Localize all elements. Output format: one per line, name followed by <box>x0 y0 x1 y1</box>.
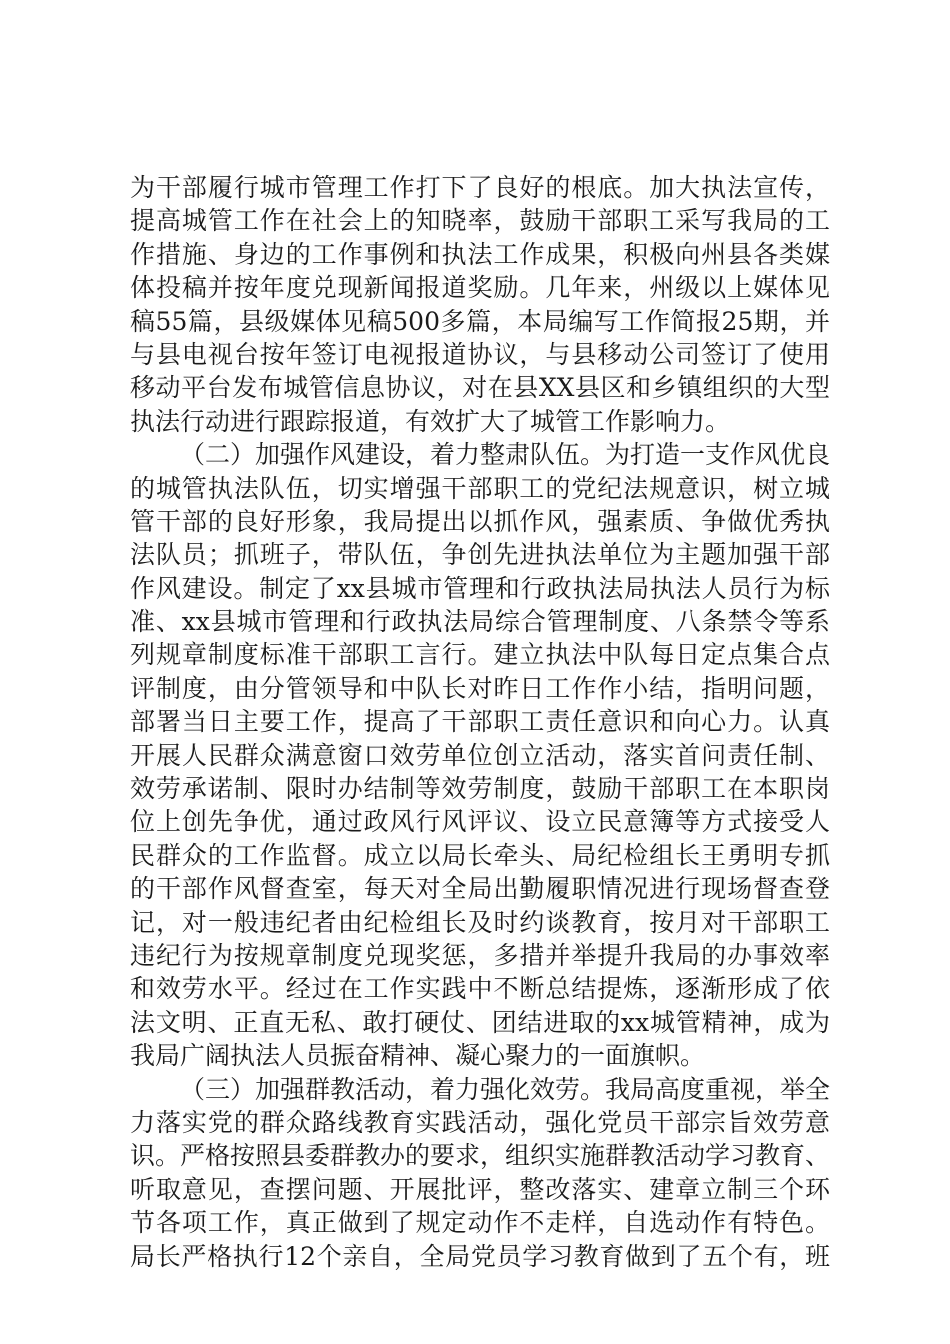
paragraph-2-line: 法文明、正直无私、敢打硬仗、团结进取的xx城管精神，成为 <box>130 1007 830 1037</box>
paragraph-2-line: 管干部的良好形象，我局提出以抓作风，强素质、争做优秀执 <box>130 506 830 536</box>
paragraph-1-line: 为干部履行城市管理工作打下了良好的根底。加大执法宣传， <box>130 173 830 202</box>
paragraph-2-line: 评制度，由分管领导和中队长对昨日工作作小结，指明问题， <box>130 673 830 703</box>
paragraph-2-line: 和效劳水平。经过在工作实践中不断总结提炼，逐渐形成了依 <box>130 974 830 1004</box>
paragraph-2-line: 的干部作风督查室，每天对全局出勤履职情况进行现场督查登 <box>130 874 830 904</box>
paragraph-3-line: 节各项工作，真正做到了规定动作不走样，自选动作有特色。 <box>130 1208 830 1238</box>
paragraph-1-line: 提高城管工作在社会上的知晓率，鼓励干部职工采写我局的工 <box>130 206 830 236</box>
paragraph-3-line: 力落实党的群众路线教育实践活动，强化党员干部宗旨效劳意 <box>130 1107 830 1137</box>
paragraph-2-line: 部署当日主要工作，提高了干部职工责任意识和向心力。认真 <box>130 707 830 737</box>
paragraph-3-line: （三）加强群教活动，着力强化效劳。我局高度重视，举全 <box>180 1074 831 1104</box>
paragraph-1-line: 体投稿并按年度兑现新闻报道奖励。几年来，州级以上媒体见 <box>130 273 830 303</box>
paragraph-1-line: 稿55篇，县级媒体见稿500多篇，本局编写工作简报25期，并 <box>130 306 830 336</box>
paragraph-2-line: 违纪行为按规章制度兑现奖惩，多措并举提升我局的办事效率 <box>130 940 830 970</box>
paragraph-2-line: 列规章制度标准干部职工言行。建立执法中队每日定点集合点 <box>130 640 830 670</box>
paragraph-2-line: 我局广阔执法人员振奋精神、凝心聚力的一面旗帜。 <box>130 1041 706 1071</box>
paragraph-3-line: 识。严格按照县委群教办的要求，组织实施群教活动学习教育、 <box>130 1141 831 1171</box>
paragraph-2-line: 记，对一般违纪者由纪检组长及时约谈教育，按月对干部职工 <box>130 907 830 937</box>
paragraph-2-line: 的城管执法队伍，切实增强干部职工的党纪法规意识，树立城 <box>130 473 830 503</box>
paragraph-2-line: 效劳承诺制、限时办结制等效劳制度，鼓励干部职工在本职岗 <box>130 774 830 804</box>
paragraph-3-line: 听取意见，查摆问题、开展批评，整改落实、建章立制三个环 <box>130 1174 830 1204</box>
paragraph-2-line: 作风建设。制定了xx县城市管理和行政执法局执法人员行为标 <box>130 573 830 603</box>
paragraph-1-line: 执法行动进行跟踪报道，有效扩大了城管工作影响力。 <box>130 406 731 436</box>
paragraph-2-line: 位上创先争优，通过政风行风评议、设立民意簿等方式接受人 <box>130 807 830 837</box>
paragraph-2-line: 开展人民群众满意窗口效劳单位创立活动，落实首问责任制、 <box>130 740 830 770</box>
document-body <box>130 171 830 1273</box>
paragraph-2-line: （二）加强作风建设，着力整肃队伍。为打造一支作风优良 <box>180 440 831 470</box>
paragraph-2-line: 法队员；抓班子，带队伍，争创先进执法单位为主题加强干部 <box>130 540 830 570</box>
paragraph-2-line: 民群众的工作监督。成立以局长牵头、局纪检组长王勇明专抓 <box>130 840 830 870</box>
paragraph-1-line: 移动平台发布城管信息协议，对在县XX县区和乡镇组织的大型 <box>130 373 830 403</box>
paragraph-1-line: 作措施、身边的工作事例和执法工作成果，积极向州县各类媒 <box>130 239 830 269</box>
paragraph-2-line: 准、xx县城市管理和行政执法局综合管理制度、八条禁令等系 <box>130 607 830 637</box>
paragraph-3-line: 局长严格执行12个亲自，全局党员学习教育做到了五个有，班 <box>130 1241 830 1271</box>
paragraph-1-line: 与县电视台按年签订电视报道协议，与县移动公司签订了使用 <box>130 339 830 369</box>
